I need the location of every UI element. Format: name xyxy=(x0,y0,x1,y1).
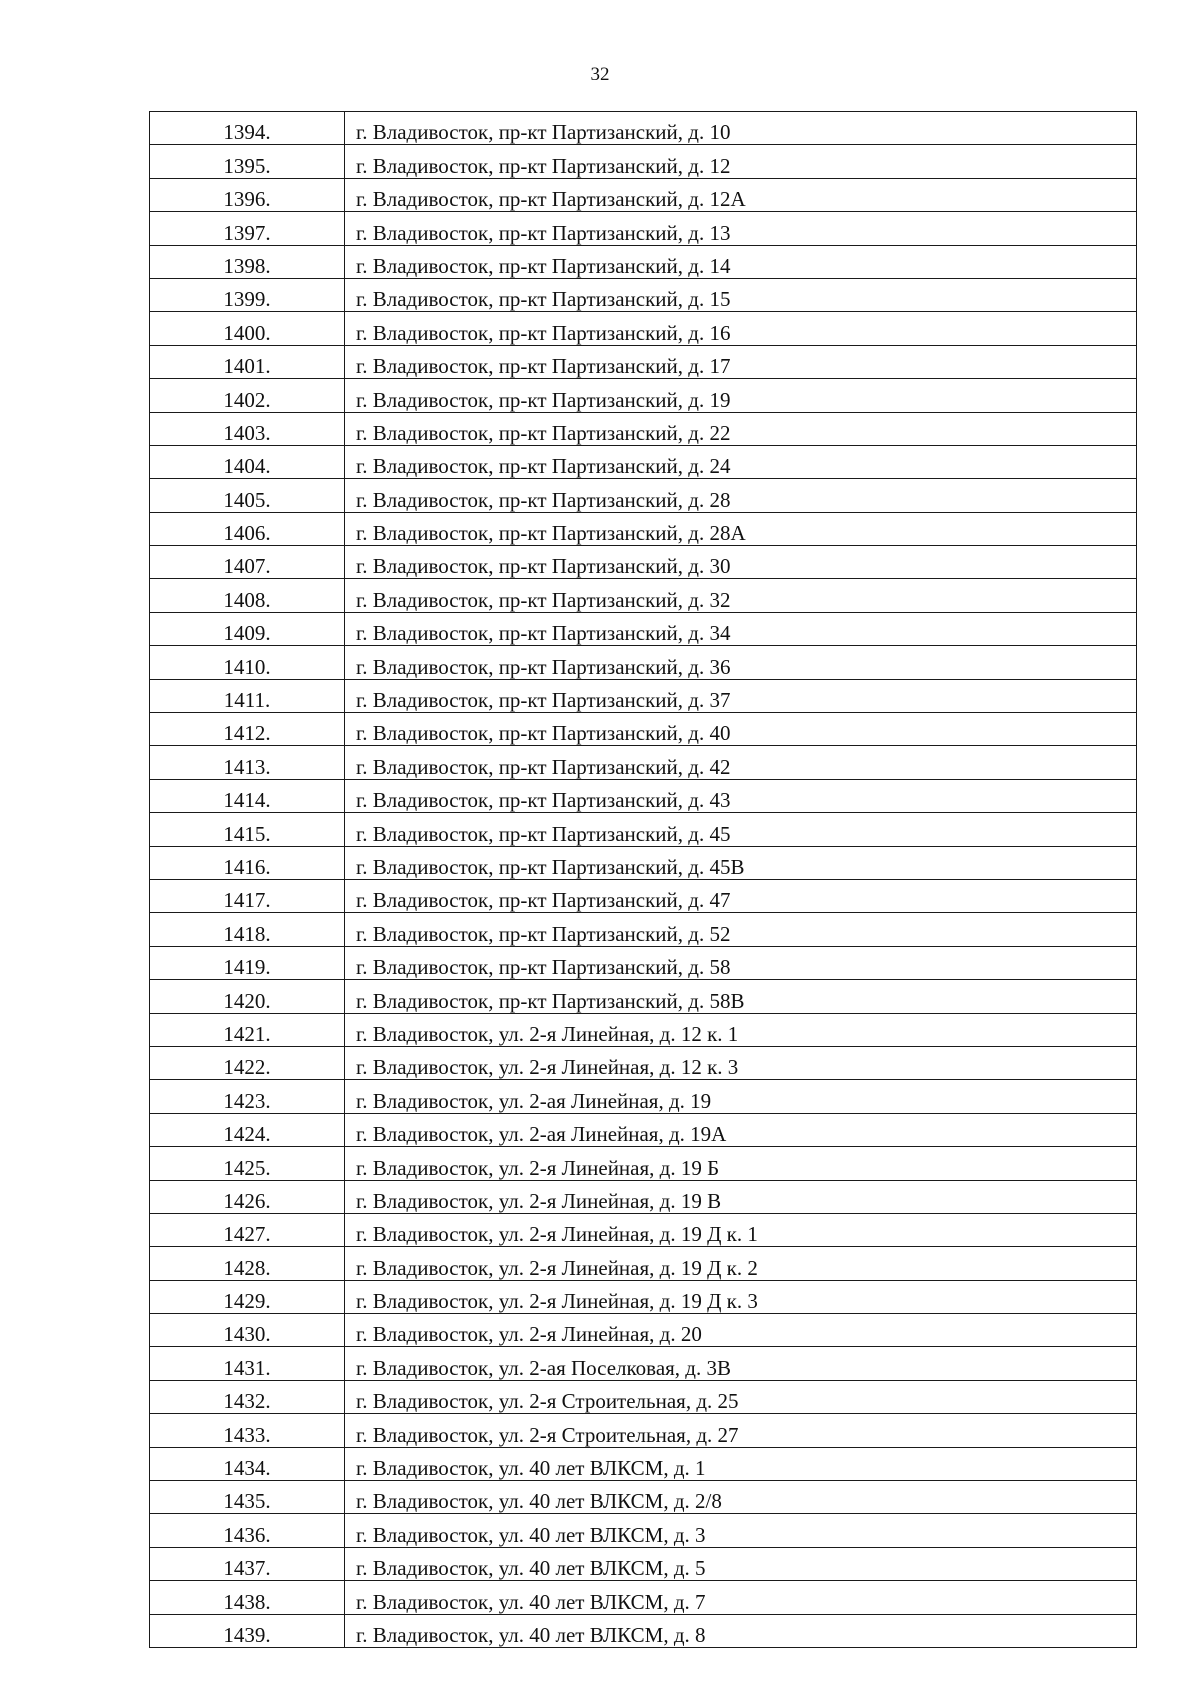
row-number: 1397. xyxy=(150,212,345,245)
row-number: 1422. xyxy=(150,1046,345,1079)
row-address: г. Владивосток, ул. 2-я Линейная, д. 19 Б xyxy=(345,1147,1137,1180)
row-address: г. Владивосток, пр-кт Партизанский, д. 15 xyxy=(345,278,1137,311)
row-address: г. Владивосток, ул. 2-ая Линейная, д. 19А xyxy=(345,1113,1137,1146)
row-address: г. Владивосток, пр-кт Партизанский, д. 17 xyxy=(345,345,1137,378)
row-number: 1427. xyxy=(150,1213,345,1246)
table-row xyxy=(150,713,1137,746)
table-row xyxy=(150,1080,1137,1113)
row-number: 1428. xyxy=(150,1247,345,1280)
table-row xyxy=(150,145,1137,178)
row-address: г. Владивосток, пр-кт Партизанский, д. 43 xyxy=(345,779,1137,812)
row-number: 1432. xyxy=(150,1380,345,1413)
row-address: г. Владивосток, пр-кт Партизанский, д. 37 xyxy=(345,679,1137,712)
row-number: 1412. xyxy=(150,713,345,746)
row-address: г. Владивосток, ул. 40 лет ВЛКСМ, д. 2/8 xyxy=(345,1481,1137,1514)
row-address: г. Владивосток, пр-кт Партизанский, д. 58В xyxy=(345,980,1137,1013)
row-number: 1419. xyxy=(150,946,345,979)
table-row xyxy=(150,445,1137,478)
row-number: 1426. xyxy=(150,1180,345,1213)
table-row xyxy=(150,379,1137,412)
row-address: г. Владивосток, пр-кт Партизанский, д. 22 xyxy=(345,412,1137,445)
row-address: г. Владивосток, пр-кт Партизанский, д. 24 xyxy=(345,445,1137,478)
row-number: 1402. xyxy=(150,379,345,412)
row-number: 1437. xyxy=(150,1547,345,1580)
row-number: 1438. xyxy=(150,1581,345,1614)
row-address: г. Владивосток, ул. 2-я Линейная, д. 19 Д к. 3 xyxy=(345,1280,1137,1313)
row-address: г. Владивосток, ул. 2-я Строительная, д. 27 xyxy=(345,1414,1137,1447)
table-row xyxy=(150,646,1137,679)
table-row xyxy=(150,612,1137,645)
row-address: г. Владивосток, пр-кт Партизанский, д. 42 xyxy=(345,746,1137,779)
table-row xyxy=(150,1247,1137,1280)
row-address: г. Владивосток, пр-кт Партизанский, д. 32 xyxy=(345,579,1137,612)
row-number: 1439. xyxy=(150,1614,345,1647)
row-number: 1400. xyxy=(150,312,345,345)
row-number: 1415. xyxy=(150,813,345,846)
table-row xyxy=(150,178,1137,211)
table-row xyxy=(150,1180,1137,1213)
row-number: 1401. xyxy=(150,345,345,378)
row-number: 1407. xyxy=(150,546,345,579)
table-row xyxy=(150,1514,1137,1547)
address-table-body xyxy=(150,112,1137,1648)
row-address: г. Владивосток, пр-кт Партизанский, д. 58 xyxy=(345,946,1137,979)
row-number: 1421. xyxy=(150,1013,345,1046)
row-number: 1423. xyxy=(150,1080,345,1113)
table-row xyxy=(150,1113,1137,1146)
row-address: г. Владивосток, пр-кт Партизанский, д. 47 xyxy=(345,879,1137,912)
table-row xyxy=(150,1581,1137,1614)
row-address: г. Владивосток, пр-кт Партизанский, д. 45 xyxy=(345,813,1137,846)
table-row xyxy=(150,1280,1137,1313)
table-row xyxy=(150,946,1137,979)
row-number: 1403. xyxy=(150,412,345,445)
row-number: 1435. xyxy=(150,1481,345,1514)
row-number: 1414. xyxy=(150,779,345,812)
row-address: г. Владивосток, пр-кт Партизанский, д. 12А xyxy=(345,178,1137,211)
page-number: 32 xyxy=(590,64,610,85)
row-address: г. Владивосток, пр-кт Партизанский, д. 36 xyxy=(345,646,1137,679)
row-address: г. Владивосток, ул. 2-я Линейная, д. 20 xyxy=(345,1314,1137,1347)
row-number: 1399. xyxy=(150,278,345,311)
table-row xyxy=(150,479,1137,512)
table-row xyxy=(150,980,1137,1013)
row-address: г. Владивосток, пр-кт Партизанский, д. 34 xyxy=(345,612,1137,645)
row-number: 1431. xyxy=(150,1347,345,1380)
row-address: г. Владивосток, пр-кт Партизанский, д. 12 xyxy=(345,145,1137,178)
row-number: 1413. xyxy=(150,746,345,779)
row-address: г. Владивосток, ул. 2-я Линейная, д. 19 Д к. 2 xyxy=(345,1247,1137,1280)
table-row xyxy=(150,112,1137,145)
table-row xyxy=(150,1547,1137,1580)
table-row xyxy=(150,1414,1137,1447)
row-number: 1430. xyxy=(150,1314,345,1347)
row-number: 1405. xyxy=(150,479,345,512)
table-row xyxy=(150,1314,1137,1347)
table-row xyxy=(150,879,1137,912)
row-address: г. Владивосток, пр-кт Партизанский, д. 16 xyxy=(345,312,1137,345)
row-address: г. Владивосток, пр-кт Партизанский, д. 40 xyxy=(345,713,1137,746)
row-number: 1424. xyxy=(150,1113,345,1146)
row-number: 1425. xyxy=(150,1147,345,1180)
row-number: 1416. xyxy=(150,846,345,879)
row-address: г. Владивосток, пр-кт Партизанский, д. 10 xyxy=(345,112,1137,145)
row-address: г. Владивосток, ул. 2-я Строительная, д. 25 xyxy=(345,1380,1137,1413)
row-address: г. Владивосток, ул. 40 лет ВЛКСМ, д. 8 xyxy=(345,1614,1137,1647)
table-row xyxy=(150,813,1137,846)
row-number: 1418. xyxy=(150,913,345,946)
table-row xyxy=(150,278,1137,311)
table-row xyxy=(150,846,1137,879)
row-address: г. Владивосток, ул. 2-я Линейная, д. 12 к. 1 xyxy=(345,1013,1137,1046)
row-number: 1417. xyxy=(150,879,345,912)
table-row xyxy=(150,1013,1137,1046)
row-number: 1410. xyxy=(150,646,345,679)
table-row xyxy=(150,1147,1137,1180)
table-row xyxy=(150,312,1137,345)
row-address: г. Владивосток, пр-кт Партизанский, д. 28 xyxy=(345,479,1137,512)
table-row xyxy=(150,779,1137,812)
row-number: 1411. xyxy=(150,679,345,712)
row-number: 1434. xyxy=(150,1447,345,1480)
table-row xyxy=(150,245,1137,278)
table-row xyxy=(150,1347,1137,1380)
table-row xyxy=(150,579,1137,612)
table-row xyxy=(150,679,1137,712)
row-address: г. Владивосток, ул. 2-я Линейная, д. 19 В xyxy=(345,1180,1137,1213)
table-row xyxy=(150,913,1137,946)
table-row xyxy=(150,1046,1137,1079)
row-number: 1398. xyxy=(150,245,345,278)
row-number: 1395. xyxy=(150,145,345,178)
row-address: г. Владивосток, пр-кт Партизанский, д. 45В xyxy=(345,846,1137,879)
row-number: 1404. xyxy=(150,445,345,478)
row-number: 1409. xyxy=(150,612,345,645)
row-address: г. Владивосток, ул. 2-ая Линейная, д. 19 xyxy=(345,1080,1137,1113)
table-row xyxy=(150,1213,1137,1246)
table-row xyxy=(150,412,1137,445)
row-address: г. Владивосток, ул. 2-я Линейная, д. 12 к. 3 xyxy=(345,1046,1137,1079)
table-row xyxy=(150,512,1137,545)
row-address: г. Владивосток, пр-кт Партизанский, д. 52 xyxy=(345,913,1137,946)
row-number: 1429. xyxy=(150,1280,345,1313)
table-row xyxy=(150,1447,1137,1480)
row-address: г. Владивосток, пр-кт Партизанский, д. 30 xyxy=(345,546,1137,579)
row-number: 1394. xyxy=(150,112,345,145)
table-row xyxy=(150,1614,1137,1647)
row-address: г. Владивосток, пр-кт Партизанский, д. 13 xyxy=(345,212,1137,245)
row-address: г. Владивосток, пр-кт Партизанский, д. 14 xyxy=(345,245,1137,278)
row-address: г. Владивосток, ул. 2-я Линейная, д. 19 Д к. 1 xyxy=(345,1213,1137,1246)
row-number: 1433. xyxy=(150,1414,345,1447)
table-row xyxy=(150,345,1137,378)
address-table xyxy=(149,111,1137,1648)
row-address: г. Владивосток, ул. 40 лет ВЛКСМ, д. 7 xyxy=(345,1581,1137,1614)
table-row xyxy=(150,1481,1137,1514)
row-number: 1396. xyxy=(150,178,345,211)
row-address: г. Владивосток, ул. 40 лет ВЛКСМ, д. 5 xyxy=(345,1547,1137,1580)
row-number: 1406. xyxy=(150,512,345,545)
table-row xyxy=(150,212,1137,245)
row-number: 1436. xyxy=(150,1514,345,1547)
table-row xyxy=(150,746,1137,779)
row-number: 1408. xyxy=(150,579,345,612)
row-address: г. Владивосток, ул. 40 лет ВЛКСМ, д. 1 xyxy=(345,1447,1137,1480)
table-row xyxy=(150,546,1137,579)
row-number: 1420. xyxy=(150,980,345,1013)
table-row xyxy=(150,1380,1137,1413)
row-address: г. Владивосток, пр-кт Партизанский, д. 28А xyxy=(345,512,1137,545)
row-address: г. Владивосток, ул. 40 лет ВЛКСМ, д. 3 xyxy=(345,1514,1137,1547)
row-address: г. Владивосток, ул. 2-ая Поселковая, д. 3В xyxy=(345,1347,1137,1380)
row-address: г. Владивосток, пр-кт Партизанский, д. 19 xyxy=(345,379,1137,412)
